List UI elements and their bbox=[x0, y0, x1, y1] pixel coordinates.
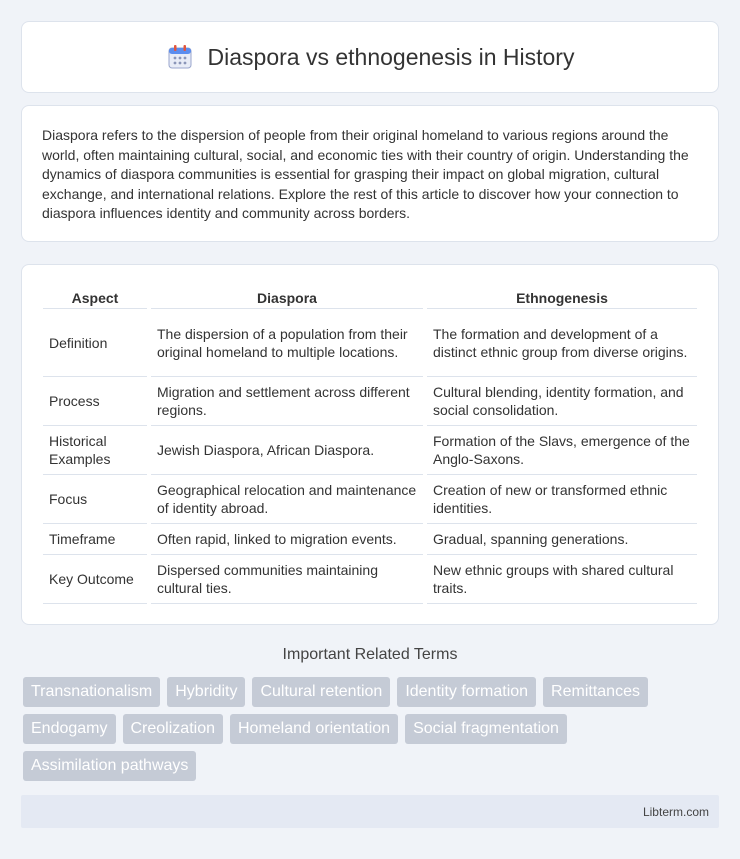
tag-remittances[interactable]: Remittances bbox=[543, 677, 648, 707]
cell-aspect: Process bbox=[43, 377, 147, 426]
tag-identity-formation[interactable]: Identity formation bbox=[397, 677, 536, 707]
intro-text: Diaspora refers to the dispersion of people from their original homeland to various regions around the world, often maintaining cultural, social, and economic ties with their country of origin. Understanding the dynamics of diaspora communities is essential for grasping their impact on global migration, cultural exchange, and international relations. Explore the rest of this article to discover how your connection to diaspora influences identity and community across borders. bbox=[42, 127, 689, 221]
cell-aspect: Key Outcome bbox=[43, 555, 147, 604]
header-ethnogenesis: Ethnogenesis bbox=[427, 285, 697, 309]
cell-aspect: Historical Examples bbox=[43, 426, 147, 475]
cell-ethnogenesis: Creation of new or transformed ethnic identities. bbox=[427, 475, 697, 524]
header-diaspora: Diaspora bbox=[151, 285, 423, 309]
table-header-row bbox=[43, 285, 697, 309]
table-row bbox=[43, 377, 697, 426]
page-title: Diaspora vs ethnogenesis in History bbox=[207, 43, 575, 70]
cell-diaspora: The dispersion of a population from their original homeland to multiple locations. bbox=[151, 309, 423, 377]
table-row bbox=[43, 475, 697, 524]
cell-ethnogenesis: Formation of the Slavs, emergence of the Anglo-Saxons. bbox=[427, 426, 697, 475]
cell-aspect: Timeframe bbox=[43, 524, 147, 555]
calendar-icon bbox=[166, 43, 194, 71]
cell-aspect: Focus bbox=[43, 475, 147, 524]
table-row bbox=[43, 309, 697, 377]
table-row bbox=[43, 555, 697, 604]
title-wrap bbox=[166, 43, 575, 71]
header-card bbox=[21, 21, 719, 93]
related-terms-title: Important Related Terms bbox=[282, 646, 458, 663]
tag-creolization[interactable]: Creolization bbox=[123, 714, 223, 744]
comparison-table bbox=[39, 285, 701, 604]
table-row bbox=[43, 426, 697, 475]
tag-social-fragmentation[interactable]: Social fragmentation bbox=[405, 714, 567, 744]
cell-ethnogenesis: Gradual, spanning generations. bbox=[427, 524, 697, 555]
intro-card bbox=[21, 105, 719, 242]
tag-homeland-orientation[interactable]: Homeland orientation bbox=[230, 714, 398, 744]
related-terms-tags bbox=[23, 677, 723, 781]
cell-diaspora: Dispersed communities maintaining cultural ties. bbox=[151, 555, 423, 604]
cell-diaspora: Often rapid, linked to migration events. bbox=[151, 524, 423, 555]
header-aspect: Aspect bbox=[43, 285, 147, 309]
tag-transnationalism[interactable]: Transnationalism bbox=[23, 677, 160, 707]
cell-diaspora: Migration and settlement across different regions. bbox=[151, 377, 423, 426]
footer bbox=[21, 795, 719, 828]
footer-site-link[interactable]: Libterm.com bbox=[642, 804, 709, 819]
cell-ethnogenesis: New ethnic groups with shared cultural traits. bbox=[427, 555, 697, 604]
cell-diaspora: Jewish Diaspora, African Diaspora. bbox=[151, 426, 423, 475]
tag-cultural-retention[interactable]: Cultural retention bbox=[252, 677, 390, 707]
cell-ethnogenesis: Cultural blending, identity formation, and social consolidation. bbox=[427, 377, 697, 426]
cell-diaspora: Geographical relocation and maintenance of identity abroad. bbox=[151, 475, 423, 524]
cell-ethnogenesis: The formation and development of a distinct ethnic group from diverse origins. bbox=[427, 309, 697, 377]
table-row bbox=[43, 524, 697, 555]
cell-aspect: Definition bbox=[43, 309, 147, 377]
tag-assimilation-pathways[interactable]: Assimilation pathways bbox=[23, 751, 196, 781]
tag-endogamy[interactable]: Endogamy bbox=[23, 714, 116, 744]
comparison-table-card bbox=[21, 264, 719, 625]
tag-hybridity[interactable]: Hybridity bbox=[167, 677, 245, 707]
